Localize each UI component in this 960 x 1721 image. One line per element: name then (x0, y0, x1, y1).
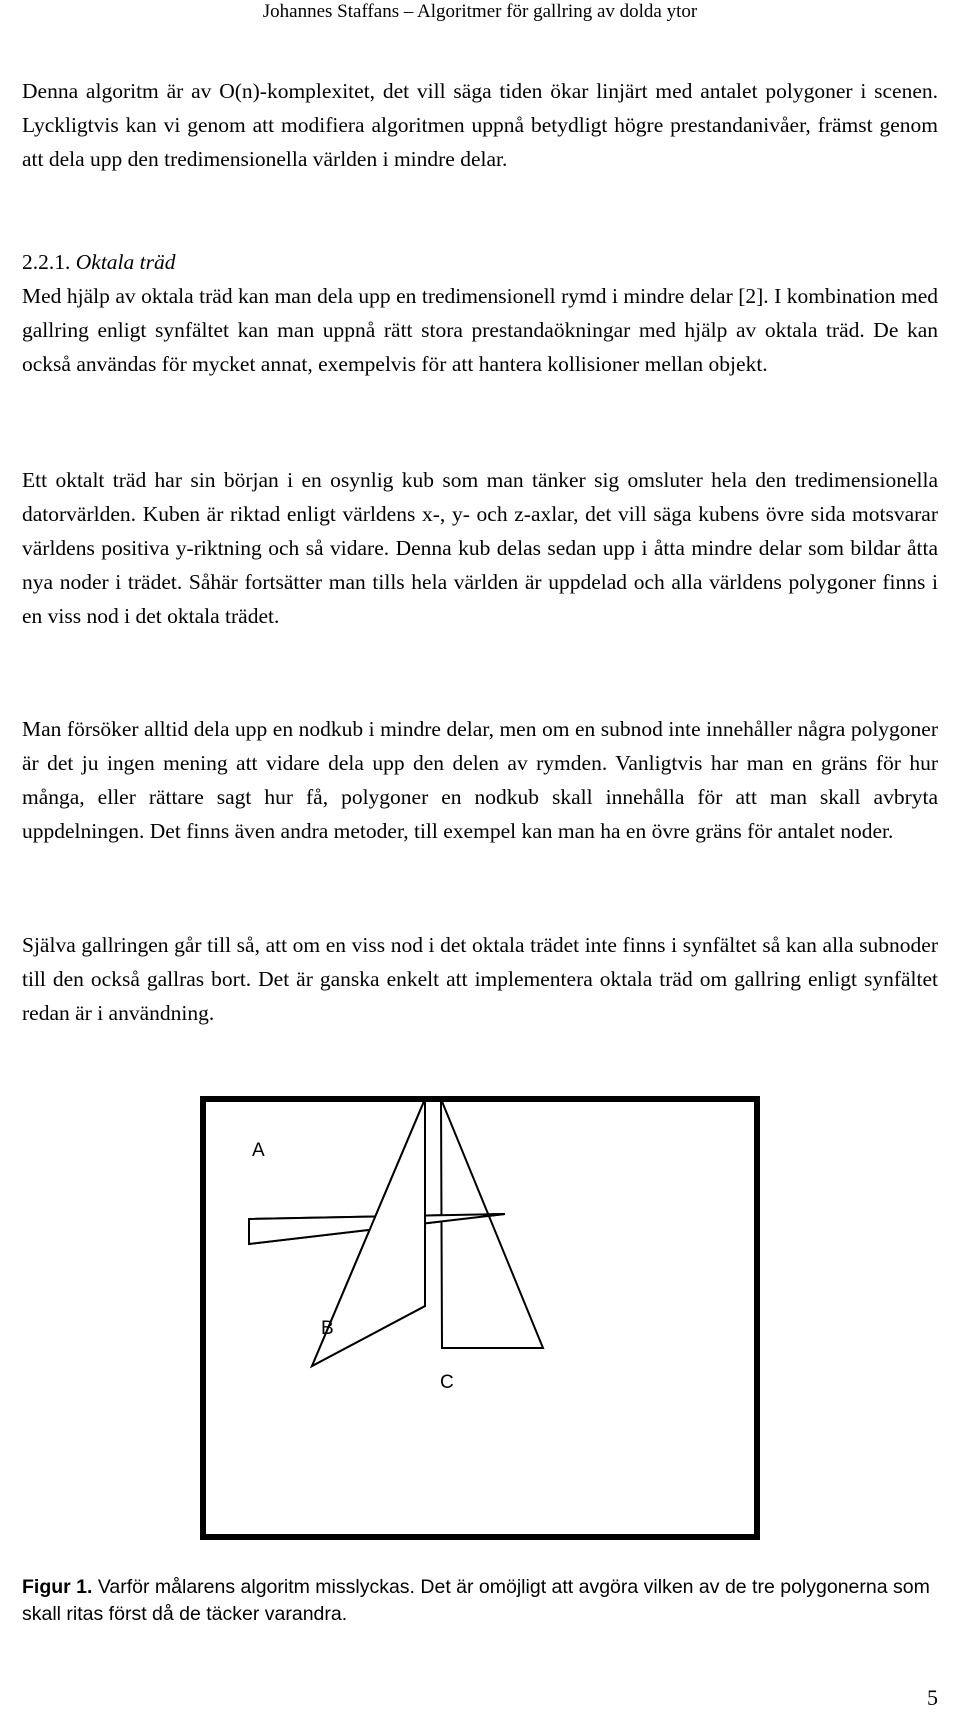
caption-label: Figur 1. (22, 1576, 93, 1598)
label-b: B (321, 1318, 334, 1339)
paragraph-octree-cube (22, 463, 938, 633)
paragraph-subdivision (22, 712, 938, 848)
page-number: 5 (927, 1685, 938, 1710)
section-number: 2.2.1. (22, 250, 71, 274)
label-a: A (252, 1140, 265, 1161)
label-c: C (440, 1372, 454, 1393)
paragraph-complexity (22, 74, 938, 176)
paragraph-culling (22, 928, 938, 1030)
section-heading (22, 245, 175, 279)
figure-caption (22, 1574, 938, 1628)
painters-algorithm-figure (200, 1096, 760, 1540)
caption-text: Varför målarens algoritm misslyckas. Det är omöjligt att avgöra vilken av de tre polygonerna som skall ritas först då de täcker varandra. (22, 1576, 930, 1625)
polygon-c (441, 1099, 543, 1348)
paragraph-text: Själva gallringen går till så, att om en viss nod i det oktala trädet inte finns i synfältet så kan alla subnoder till den också gallras bort. Det är ganska enkelt att implementera oktala träd om gallring enligt synfältet redan är i användning. (22, 933, 938, 1025)
paragraph-text: Med hjälp av oktala träd kan man dela upp en tredimensionell rymd i mindre delar [2]. I kombination med gallring enligt synfältet kan man uppnå rätt stora prestandaökningar med hjälp av oktala träd. De kan också användas för mycket annat, exempelvis för att hantera kollisioner mellan objekt. (22, 284, 938, 376)
running-header: Johannes Staffans – Algoritmer för gallring av dolda ytor (262, 1, 698, 22)
paragraph-text: Ett oktalt träd har sin början i en osynlig kub som man tänker sig omsluter hela den tredimensionella datorvärlden. Kuben är riktad enligt världens x-, y- och z-axlar, det vill säga kubens övre sida motsvarar världens positiva y-riktning och så vidare. Denna kub delas sedan upp i åtta mindre delar som bildar åtta nya noder i trädet. Såhär fortsätter man tills hela världen är uppdelad och alla världens polygoner finns i en viss nod i det oktala trädet. (22, 468, 938, 628)
paragraph-text: Denna algoritm är av O(n)-komplexitet, det vill säga tiden ökar linjärt med antalet polygoner i scenen. Lyckligtvis kan vi genom att modifiera algoritmen uppnå betydligt högre prestandanivåer, främst genom att dela upp den tredimensionella världen i mindre delar. (22, 79, 938, 171)
paragraph-octree-intro (22, 279, 938, 381)
paragraph-text: Man försöker alltid dela upp en nodkub i mindre delar, men om en subnod inte innehåller några polygoner är det ju ingen mening att vidare dela upp den delen av rymden. Vanligtvis har man en gräns för hur många, eller rättare sagt hur få, polygoner en nodkub skall innehålla för att man skall avbryta uppdelningen. Det finns även andra metoder, till exempel kan man ha en övre gräns för antalet noder. (22, 717, 938, 843)
section-title: Oktala träd (75, 250, 176, 274)
